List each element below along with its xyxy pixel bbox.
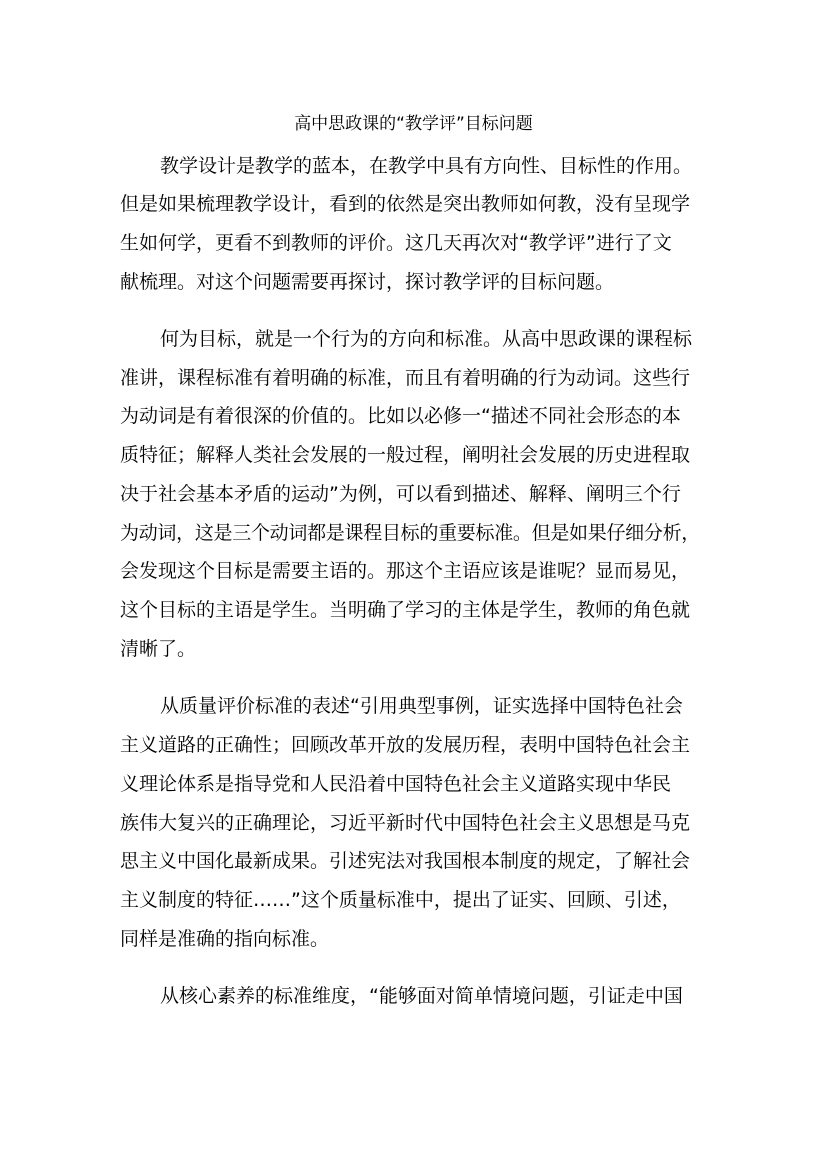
text-line: 族伟大复兴的正确理论，习近平新时代中国特色社会主义思想是马克	[120, 812, 691, 834]
text-line: 何为目标，就是一个行为的方向和标准。从高中思政课的课程标	[160, 328, 693, 350]
text-line: 从质量评价标准的表述“引用典型事例，证实选择中国特色社会	[160, 695, 683, 717]
text-line: 但是如果梳理教学设计，看到的依然是突出教师如何教，没有呈现学	[120, 193, 691, 215]
text-line: 同样是准确的指向标准。	[120, 928, 330, 950]
text-line: 清晰了。	[120, 638, 197, 660]
text-line: 质特征；解释人类社会发展的一般过程，阐明社会发展的历史进程取	[120, 444, 691, 466]
text-line: 生如何学，更看不到教师的评价。这几天再次对“教学评”进行了文	[120, 232, 672, 254]
text-line: 会发现这个目标是需要主语的。那这个主语应该是谁呢？显而易见，	[120, 560, 691, 582]
text-line: 准讲，课程标准有着明确的标准，而且有着明确的行为动词。这些行	[120, 367, 691, 389]
text-line: 主义制度的特征……”这个质量标准中，提出了证实、回顾、引述，	[120, 889, 681, 911]
text-line: 献梳理。对这个问题需要再探讨，探讨教学评的目标问题。	[120, 271, 615, 293]
text-line: 主义道路的正确性；回顾改革开放的发展历程，表明中国特色社会主	[120, 734, 691, 756]
text-line: 从核心素养的标准维度，“能够面对简单情境问题，引证走中国	[160, 985, 683, 1007]
text-line: 为动词，这是三个动词都是课程目标的重要标准。但是如果仔细分析，	[120, 522, 701, 544]
text-line: 教学设计是教学的蓝本，在教学中具有方向性、目标性的作用。	[160, 155, 693, 177]
text-line: 这个目标的主语是学生。当明确了学习的主体是学生，教师的角色就	[120, 599, 691, 621]
text-line: 决于社会基本矛盾的运动”为例，可以看到描述、解释、阐明三个行	[120, 483, 681, 505]
text-line: 义理论体系是指导党和人民沿着中国特色社会主义道路实现中华民	[120, 773, 672, 795]
document-title: 高中思政课的“教学评”目标问题	[294, 114, 533, 134]
text-line: 为动词是有着很深的价值的。比如以必修一“描述不同社会形态的本	[120, 405, 681, 427]
text-line: 思主义中国化最新成果。引述宪法对我国根本制度的规定，了解社会	[120, 850, 691, 872]
